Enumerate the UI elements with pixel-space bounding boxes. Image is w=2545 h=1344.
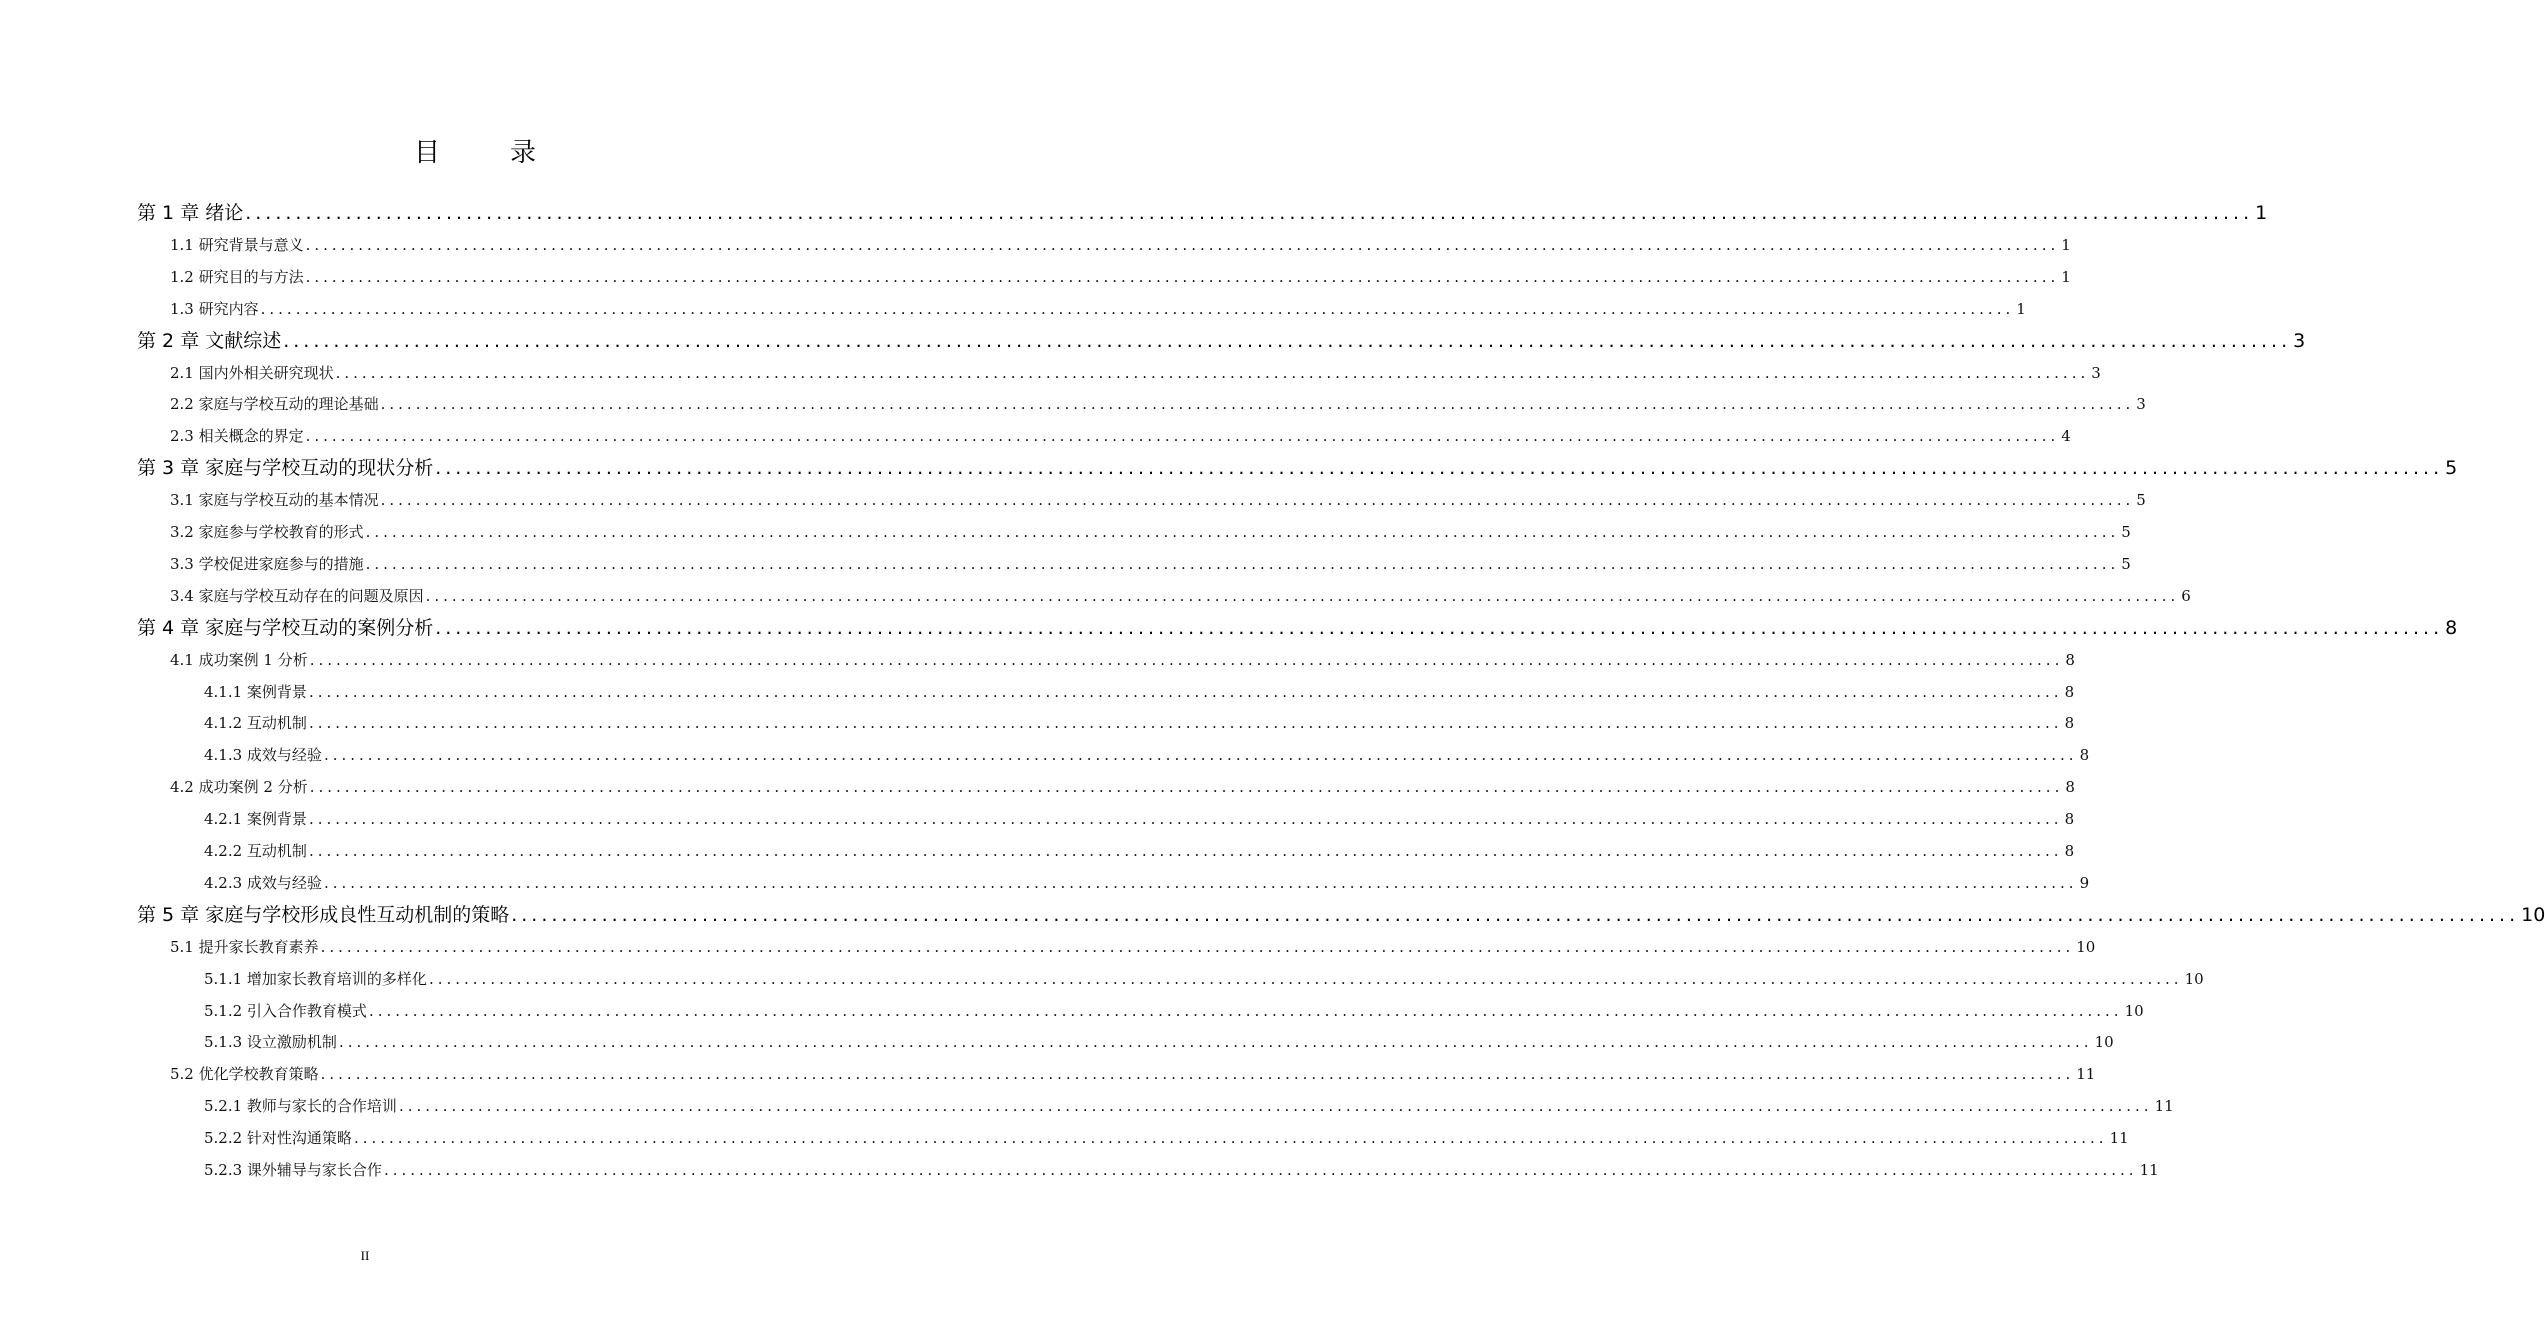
toc-entry-page: 8: [2445, 616, 2458, 639]
toc-entry-label: 4.1 成功案例 1 分析: [170, 650, 308, 669]
toc-entry-page: 10: [2124, 1001, 2144, 1020]
toc-dot-leader: ........................................................................................................................................................................................................: [320, 1065, 2075, 1084]
toc-entry-label: 4.1.1 案例背景: [204, 682, 307, 701]
toc-entry-label: 第 5 章 家庭与学校形成良性互动机制的策略: [137, 903, 510, 926]
toc-chapter-entry[interactable]: [137, 453, 2458, 483]
toc-entry-page: 5: [2121, 523, 2131, 541]
toc-chapter-entry[interactable]: [137, 198, 2268, 228]
toc-dot-leader: ........................................................................................................................................................................................................: [365, 523, 2120, 541]
toc-entry-page: 1: [2255, 202, 2268, 224]
toc-entry-label: 1.1 研究背景与意义: [170, 235, 304, 254]
toc-dot-leader: ........................................................................................................................................................................................................: [245, 202, 2254, 224]
toc-entry-page: 1: [2061, 235, 2071, 254]
toc-section-entry[interactable]: [170, 421, 2071, 451]
toc-dot-leader: ........................................................................................................................................................................................................: [425, 586, 2180, 605]
toc-section-entry[interactable]: [170, 645, 2075, 675]
toc-entry-label: 5.2.2 针对性沟通策略: [204, 1129, 352, 1148]
toc-dot-leader: ........................................................................................................................................................................................................: [338, 1033, 2093, 1052]
toc-entry-page: 4: [2061, 427, 2071, 446]
toc-entry-page: 1: [2061, 267, 2071, 286]
toc-dot-leader: ........................................................................................................................................................................................................: [368, 1001, 2123, 1020]
toc-entry-label: 5.2.1 教师与家长的合作培训: [204, 1097, 397, 1116]
toc-entry-label: 4.2 成功案例 2 分析: [170, 778, 308, 797]
toc-entry-label: 4.2.2 互动机制: [204, 842, 307, 860]
toc-entry-page: 11: [2139, 1161, 2159, 1179]
toc-dot-leader: ........................................................................................................................................................................................................: [308, 810, 2063, 829]
toc-section-entry[interactable]: [170, 517, 2131, 547]
toc-section-entry[interactable]: [170, 932, 2096, 962]
toc-subsection-entry[interactable]: [204, 836, 2075, 866]
toc-chapter-entry[interactable]: [137, 900, 2545, 930]
toc-section-entry[interactable]: [170, 549, 2131, 579]
toc-entry-page: 8: [2065, 650, 2075, 669]
toc-entry-label: 5.1 提升家长教育素养: [170, 937, 319, 956]
toc-section-entry[interactable]: [170, 294, 2026, 324]
toc-section-entry[interactable]: [170, 262, 2071, 292]
toc-entry-label: 3.4 家庭与学校互动存在的问题及原因: [170, 586, 424, 605]
toc-entry-page: 1: [2016, 299, 2026, 318]
toc-entry-label: 5.2 优化学校教育策略: [170, 1065, 319, 1084]
toc-entry-page: 5: [2121, 554, 2131, 573]
toc-subsection-entry[interactable]: [204, 1027, 2114, 1057]
toc-dot-leader: ........................................................................................................................................................................................................: [511, 903, 2520, 926]
toc-dot-leader: ........................................................................................................................................................................................................: [383, 1161, 2138, 1179]
toc-dot-leader: ........................................................................................................................................................................................................: [428, 969, 2183, 988]
toc-entry-label: 2.3 相关概念的界定: [170, 427, 304, 446]
toc-dot-leader: ........................................................................................................................................................................................................: [365, 554, 2120, 573]
toc-entry-label: 5.1.3 设立激励机制: [204, 1033, 337, 1052]
toc-entry-label: 第 1 章 绪论: [137, 202, 244, 224]
toc-entry-page: 9: [2079, 873, 2090, 892]
toc-section-entry[interactable]: [170, 772, 2075, 802]
toc-entry-page: 11: [2109, 1129, 2129, 1148]
toc-dot-leader: ........................................................................................................................................................................................................: [353, 1129, 2108, 1148]
toc-entry-label: 3.1 家庭与学校互动的基本情况: [170, 491, 379, 510]
toc-entry-label: 1.2 研究目的与方法: [170, 267, 304, 286]
toc-dot-leader: ........................................................................................................................................................................................................: [380, 491, 2135, 510]
toc-section-entry[interactable]: [170, 358, 2101, 388]
toc-entry-page: 8: [2079, 746, 2090, 765]
toc-entry-label: 第 3 章 家庭与学校互动的现状分析: [137, 457, 434, 480]
toc-entry-label: 第 4 章 家庭与学校互动的案例分析: [137, 616, 434, 639]
toc-section-entry[interactable]: [170, 1059, 2096, 1089]
toc-entry-label: 4.2.1 案例背景: [204, 810, 307, 829]
toc-dot-leader: ........................................................................................................................................................................................................: [435, 457, 2444, 480]
toc-dot-leader: ........................................................................................................................................................................................................: [380, 395, 2135, 414]
toc-entry-label: 4.1.3 成效与经验: [204, 746, 322, 765]
toc-entry-page: 11: [2154, 1097, 2174, 1116]
toc-section-entry[interactable]: [170, 230, 2071, 260]
toc-dot-leader: ........................................................................................................................................................................................................: [398, 1097, 2153, 1116]
toc-dot-leader: ........................................................................................................................................................................................................: [305, 235, 2060, 254]
toc-subsection-entry[interactable]: [204, 804, 2075, 834]
page-title: 目 录: [413, 138, 558, 168]
toc-entry-page: 8: [2064, 842, 2075, 860]
toc-dot-leader: ........................................................................................................................................................................................................: [308, 842, 2063, 860]
toc-entry-label: 3.2 家庭参与学校教育的形式: [170, 523, 364, 541]
toc-dot-leader: ........................................................................................................................................................................................................: [283, 329, 2292, 352]
toc-section-entry[interactable]: [170, 485, 2146, 515]
toc-dot-leader: ........................................................................................................................................................................................................: [308, 714, 2063, 733]
toc-entry-page: 3: [2136, 395, 2146, 414]
footer-page-number: II: [360, 1248, 370, 1263]
toc-entry-label: 第 2 章 文献综述: [137, 329, 282, 352]
toc-entry-label: 5.1.1 增加家长教育培训的多样化: [204, 969, 427, 988]
toc-chapter-entry[interactable]: [137, 613, 2458, 643]
toc-entry-page: 8: [2065, 778, 2075, 797]
toc-dot-leader: ........................................................................................................................................................................................................: [323, 873, 2078, 892]
toc-entry-page: 8: [2064, 810, 2075, 829]
toc-entry-page: 6: [2181, 586, 2191, 605]
toc-section-entry[interactable]: [170, 389, 2146, 419]
toc-subsection-entry[interactable]: [204, 708, 2075, 738]
toc-dot-leader: ........................................................................................................................................................................................................: [435, 616, 2444, 639]
toc-entry-page: 8: [2064, 714, 2075, 733]
toc-entry-page: 10: [2076, 937, 2096, 956]
toc-dot-leader: ........................................................................................................................................................................................................: [323, 746, 2078, 765]
toc-entry-page: 10: [2521, 903, 2545, 926]
toc-subsection-entry[interactable]: [204, 1091, 2174, 1121]
toc-entry-page: 11: [2076, 1065, 2096, 1084]
toc-dot-leader: ........................................................................................................................................................................................................: [260, 299, 2015, 318]
toc-dot-leader: ........................................................................................................................................................................................................: [320, 937, 2075, 956]
toc-entry-page: 8: [2064, 682, 2075, 701]
toc-entry-label: 4.1.2 互动机制: [204, 714, 307, 733]
toc-entry-page: 5: [2136, 491, 2146, 510]
toc-section-entry[interactable]: [170, 581, 2191, 611]
toc-dot-leader: ........................................................................................................................................................................................................: [305, 267, 2060, 286]
toc-entry-label: 4.2.3 成效与经验: [204, 873, 322, 892]
toc-entry-page: 5: [2445, 457, 2458, 480]
toc-dot-leader: ........................................................................................................................................................................................................: [308, 682, 2063, 701]
toc-subsection-entry[interactable]: [204, 1155, 2159, 1185]
toc-dot-leader: ........................................................................................................................................................................................................: [335, 363, 2090, 382]
toc-entry-label: 5.2.3 课外辅导与家长合作: [204, 1161, 382, 1179]
toc-subsection-entry[interactable]: [204, 868, 2090, 898]
toc-entry-label: 3.3 学校促进家庭参与的措施: [170, 554, 364, 573]
toc-entry-page: 3: [2091, 363, 2101, 382]
toc-entry-label: 5.1.2 引入合作教育模式: [204, 1001, 367, 1020]
toc-entry-page: 10: [2094, 1033, 2114, 1052]
toc-subsection-entry[interactable]: [204, 964, 2204, 994]
toc-subsection-entry[interactable]: [204, 740, 2090, 770]
toc-chapter-entry[interactable]: [137, 326, 2306, 356]
toc-dot-leader: ........................................................................................................................................................................................................: [305, 427, 2060, 446]
toc-dot-leader: ........................................................................................................................................................................................................: [309, 778, 2064, 797]
toc-entry-label: 2.2 家庭与学校互动的理论基础: [170, 395, 379, 414]
toc-entry-label: 1.3 研究内容: [170, 299, 259, 318]
toc-subsection-entry[interactable]: [204, 677, 2075, 707]
toc-entry-label: 2.1 国内外相关研究现状: [170, 363, 334, 382]
toc-subsection-entry[interactable]: [204, 1123, 2129, 1153]
toc-dot-leader: ........................................................................................................................................................................................................: [309, 650, 2064, 669]
toc-entry-page: 10: [2184, 969, 2204, 988]
toc-entry-page: 3: [2293, 329, 2306, 352]
toc-subsection-entry[interactable]: [204, 996, 2144, 1026]
